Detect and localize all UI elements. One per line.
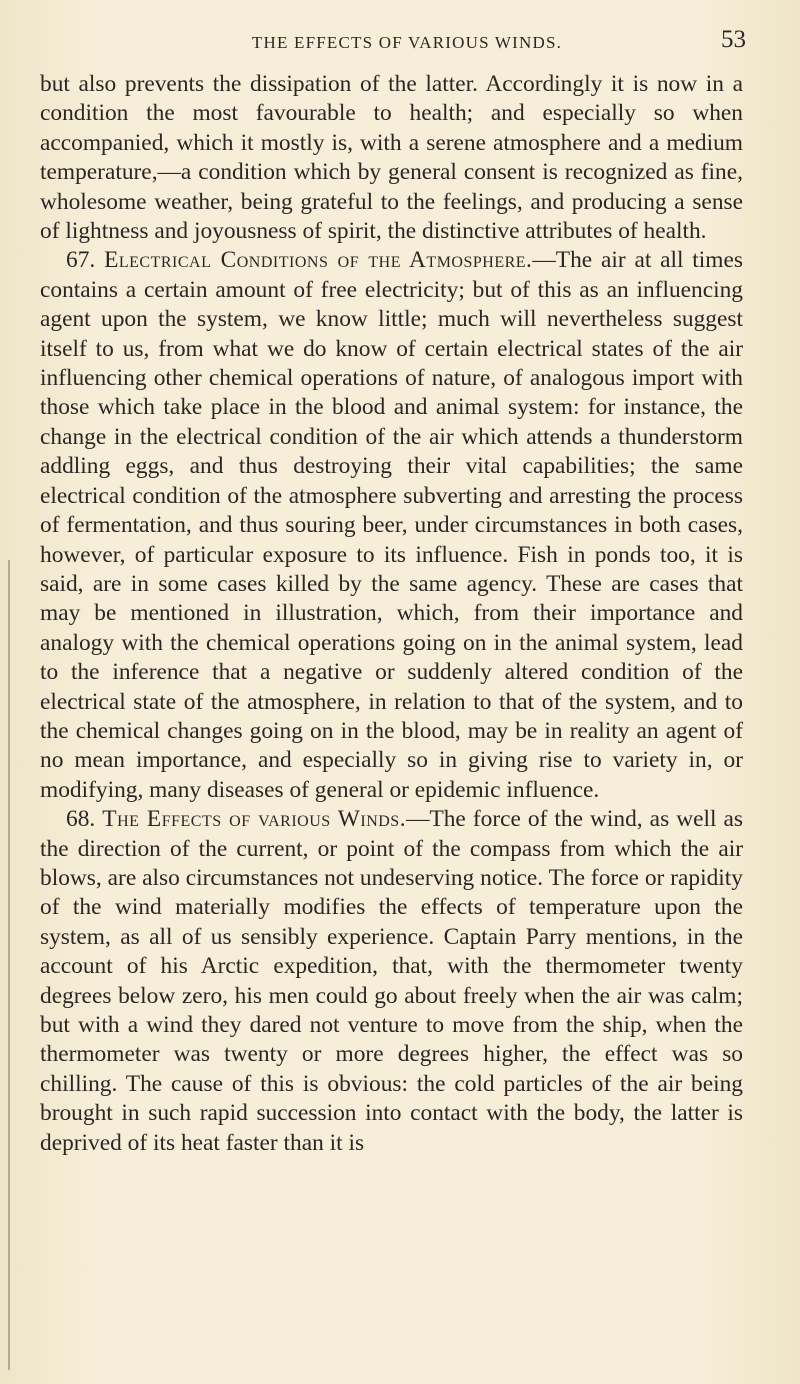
section-67-paragraph	[40, 246, 743, 805]
binding-shadow-line	[8, 560, 10, 1370]
section-68-number: 68.	[66, 806, 96, 833]
section-68-heading: The Effects of various Winds.	[102, 806, 407, 833]
section-67-number: 67.	[66, 247, 96, 274]
running-head: THE EFFECTS OF VARIOUS WINDS.	[251, 33, 563, 52]
section-67-text: —The air at all times contains a certain amount of free electricity; but of this as an influencing agent upon the system, we know little; much will nevertheless suggest itself to us, from what we do know of certain electrical states of the air influencing other chemical operations of nature, of analogous import with those which take place in the blood and animal system: for instance, the change in the electrical condition of the air which attends a thunderstorm addling eggs, and thus destroying their vital capabilities; the same electrical condition of the atmosphere subverting and arresting the process of fermentation, and thus souring beer, under circumstances in both cases, however, of particular exposure to its influence. Fish in ponds too, it is said, are in some cases killed by the same agency. These are cases that may be mentioned in illustration, which, from their importance and analogy with the chemical operations going on in the animal system, lead to the inference that a negative or suddenly altered condition of the electrical state of the atmosphere, in relation to that of the system, and to the chemical changes going on in the blood, may be in reality an agent of no mean importance, and especially so in giving rise to variety in, or modifying, many diseases of general or epidemic influence.	[40, 247, 743, 803]
section-68-text: —The force of the wind, as well as the direction of the current, or point of the compass from which the air blows, are also circumstances not undeserving notice. The force or rapidity of the wind materially modifies the effects of temperature upon the system, as all of us sensibly experience. Captain Parry mentions, in the account of his Arctic expedition, that, with the thermometer twenty degrees below zero, his men could go about freely when the air was calm; but with a wind they dared not venture to move from the ship, when the thermometer was twenty or more degrees higher, the effect was so chilling. The cause of this is obvious: the cold particles of the air being brought in such rapid succession into contact with the body, the latter is deprived of its heat faster than it is	[40, 806, 743, 1156]
section-67-heading: Electrical Conditions of the Atmosphere.	[104, 247, 533, 274]
page-body	[40, 70, 743, 1158]
page-header	[68, 27, 746, 57]
intro-paragraph: but also prevents the dissipation of the latter. Accordingly it is now in a condition the most favourable to health; and especially so when accompanied, which it mostly is, with a serene atmosphere and a medium temperature,—a condition which by general consent is recognized as fine, wholesome weather, being grateful to the feelings, and producing a sense of lightness and joyousness of spirit, the distinctive attributes of health.	[40, 71, 743, 245]
section-68-paragraph	[40, 805, 743, 1158]
page-number: 53	[721, 26, 746, 53]
